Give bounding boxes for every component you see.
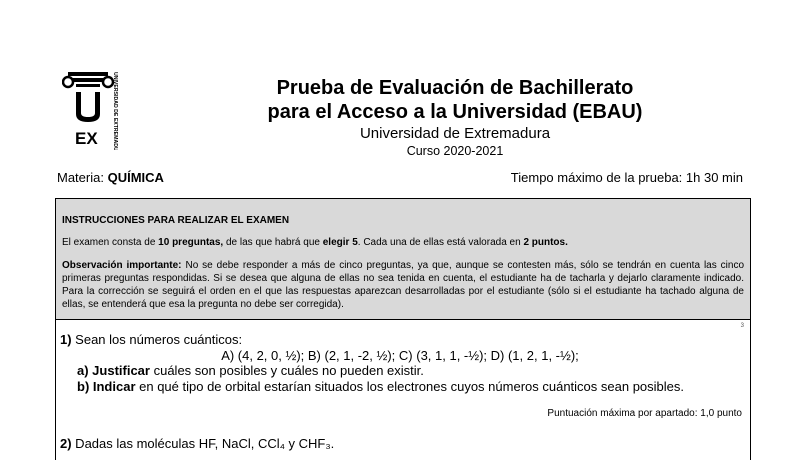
instructions-observation xyxy=(62,259,744,311)
subquestion-label: a) Justificar xyxy=(77,363,150,378)
questions-area xyxy=(55,320,751,460)
title-line-2: para el Acceso a la Universidad (EBAU) xyxy=(267,101,643,123)
subquestion-text: en qué tipo de orbital estarían situados los electrones cuyos números cuánticos sean posibles. xyxy=(135,378,685,394)
subject-label: Materia: xyxy=(57,170,108,185)
instr-text: . Cada una de ellas está valorada en xyxy=(357,237,524,248)
instructions-box xyxy=(55,198,751,320)
logo-vertical-text: UNIVERSIDAD DE EXTREMADURA xyxy=(112,72,118,150)
quantum-number-options: A) (4, 2, 0, ½); B) (2, 1, -2, ½); C) (3, 1, 1, -½); D) (1, 2, 1, -½); xyxy=(221,347,579,363)
observation-label: Observación importante: xyxy=(62,260,182,271)
university-name: Universidad de Extremadura xyxy=(359,125,551,142)
university-logo xyxy=(62,70,122,150)
question-2 xyxy=(60,436,334,451)
corner-mark: 3 xyxy=(740,323,744,329)
question-text: Dadas las moléculas HF, NaCl, CCl₄ y CHF₃. xyxy=(71,436,335,451)
course-year: Curso 2020-2021 xyxy=(406,144,504,158)
instructions-heading: INSTRUCCIONES PARA REALIZAR EL EXAMEN xyxy=(62,215,290,226)
instructions-paragraph-1 xyxy=(62,236,744,249)
observation-text: No se debe responder a más de cinco preguntas, ya que, aunque se contesten más, sólo se tendrán en cuenta las cinco primeras preguntas respondidas. Si se desea que alguna de ellas no sea tenida en cuenta, el estudiante ha de tacharla y dejarlo claramente indicado. Para la corrección se seguirá el orden en el que las respuestas aparezcan desarrolladas por el estudiante (sólo si el estudiante ha tachado alguna de ellas, se entenderá que esa la pregunta no debe ser corregida). xyxy=(62,260,745,310)
instr-text: El examen consta de xyxy=(62,237,159,248)
question-number: 2) xyxy=(60,436,72,451)
question-number: 1) xyxy=(60,332,72,347)
question-1 xyxy=(60,332,740,394)
subquestion-a xyxy=(60,363,740,379)
instr-bold: 10 preguntas, xyxy=(158,237,224,248)
max-time: Tiempo máximo de la prueba: 1h 30 min xyxy=(510,170,743,185)
instr-text: de las que habrá que xyxy=(223,237,323,248)
title-line-1: Prueba de Evaluación de Bachillerato xyxy=(276,77,634,99)
instr-bold: 2 puntos. xyxy=(523,237,568,248)
header-titles xyxy=(150,76,760,159)
subject-line xyxy=(57,170,164,185)
svg-text:EX: EX xyxy=(75,129,98,148)
subquestion-b xyxy=(60,379,740,395)
question-text: Sean los números cuánticos: xyxy=(71,332,243,347)
subquestion-text: cuáles son posibles y cuáles no pueden existir. xyxy=(149,363,424,378)
subquestion-label: b) Indicar xyxy=(77,378,136,394)
instr-bold: elegir 5 xyxy=(322,237,358,248)
subject-value: QUÍMICA xyxy=(107,170,164,185)
max-score-note: Puntuación máxima por apartado: 1,0 punto xyxy=(547,408,742,419)
